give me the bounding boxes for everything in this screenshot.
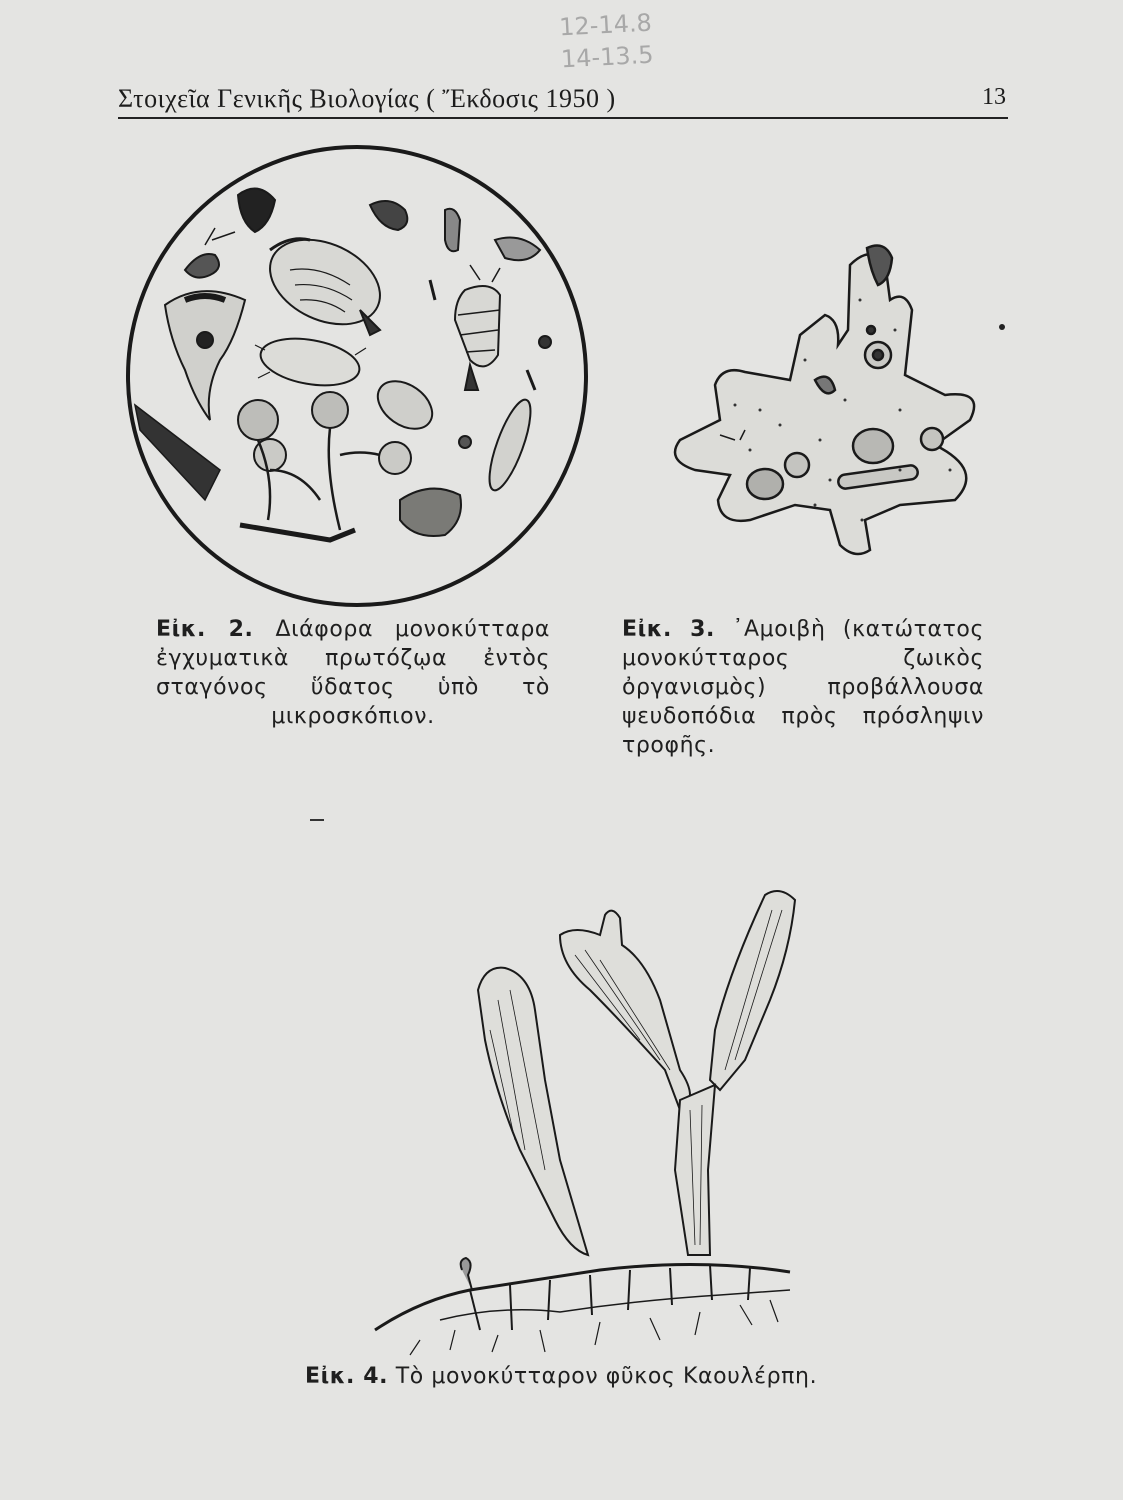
figure-4-label: Εἰκ. 4. <box>305 1364 389 1389</box>
figure-2-label: Εἰκ. 2. <box>156 617 254 642</box>
figure-2-caption <box>156 615 550 731</box>
stray-dash-mark <box>310 819 324 821</box>
figure-3-label: Εἰκ. 3. <box>622 617 715 642</box>
caulerpa-illustration <box>375 891 795 1355</box>
amoeba-illustration <box>675 246 1005 554</box>
figure-4-caption <box>305 1362 865 1391</box>
figure-2-caption-text: Διάφορα μονοκύτταρα ἐγχυματικὰ πρωτόζῳα ἐντὸς σταγόνος ὕδατος ὑπὸ τὸ μικροσκόπιον. <box>156 617 550 729</box>
figure-4-caption-text: Τὸ μονοκύτταρον φῦκος Καουλέρπη. <box>395 1364 818 1389</box>
page-number: 13 <box>982 84 1006 110</box>
running-header-title: Στοιχεῖα Γενικῆς Βιολογίας ( Ἔκδοσις 1950 ) <box>118 84 616 113</box>
handwritten-note: 12-14.8 14-13.5 <box>558 8 655 74</box>
figure-3-caption <box>622 615 984 760</box>
figure-3-caption-text: ᾿Αμοιβὴ (κατώτατος μονοκύτταρος ζωικὸς ὀργανισμὸς) προβάλλουσα ψευδοπόδια πρὸς πρόσληψιν τροφῆς. <box>622 617 984 758</box>
protozoa-microscope-illustration <box>128 147 586 605</box>
